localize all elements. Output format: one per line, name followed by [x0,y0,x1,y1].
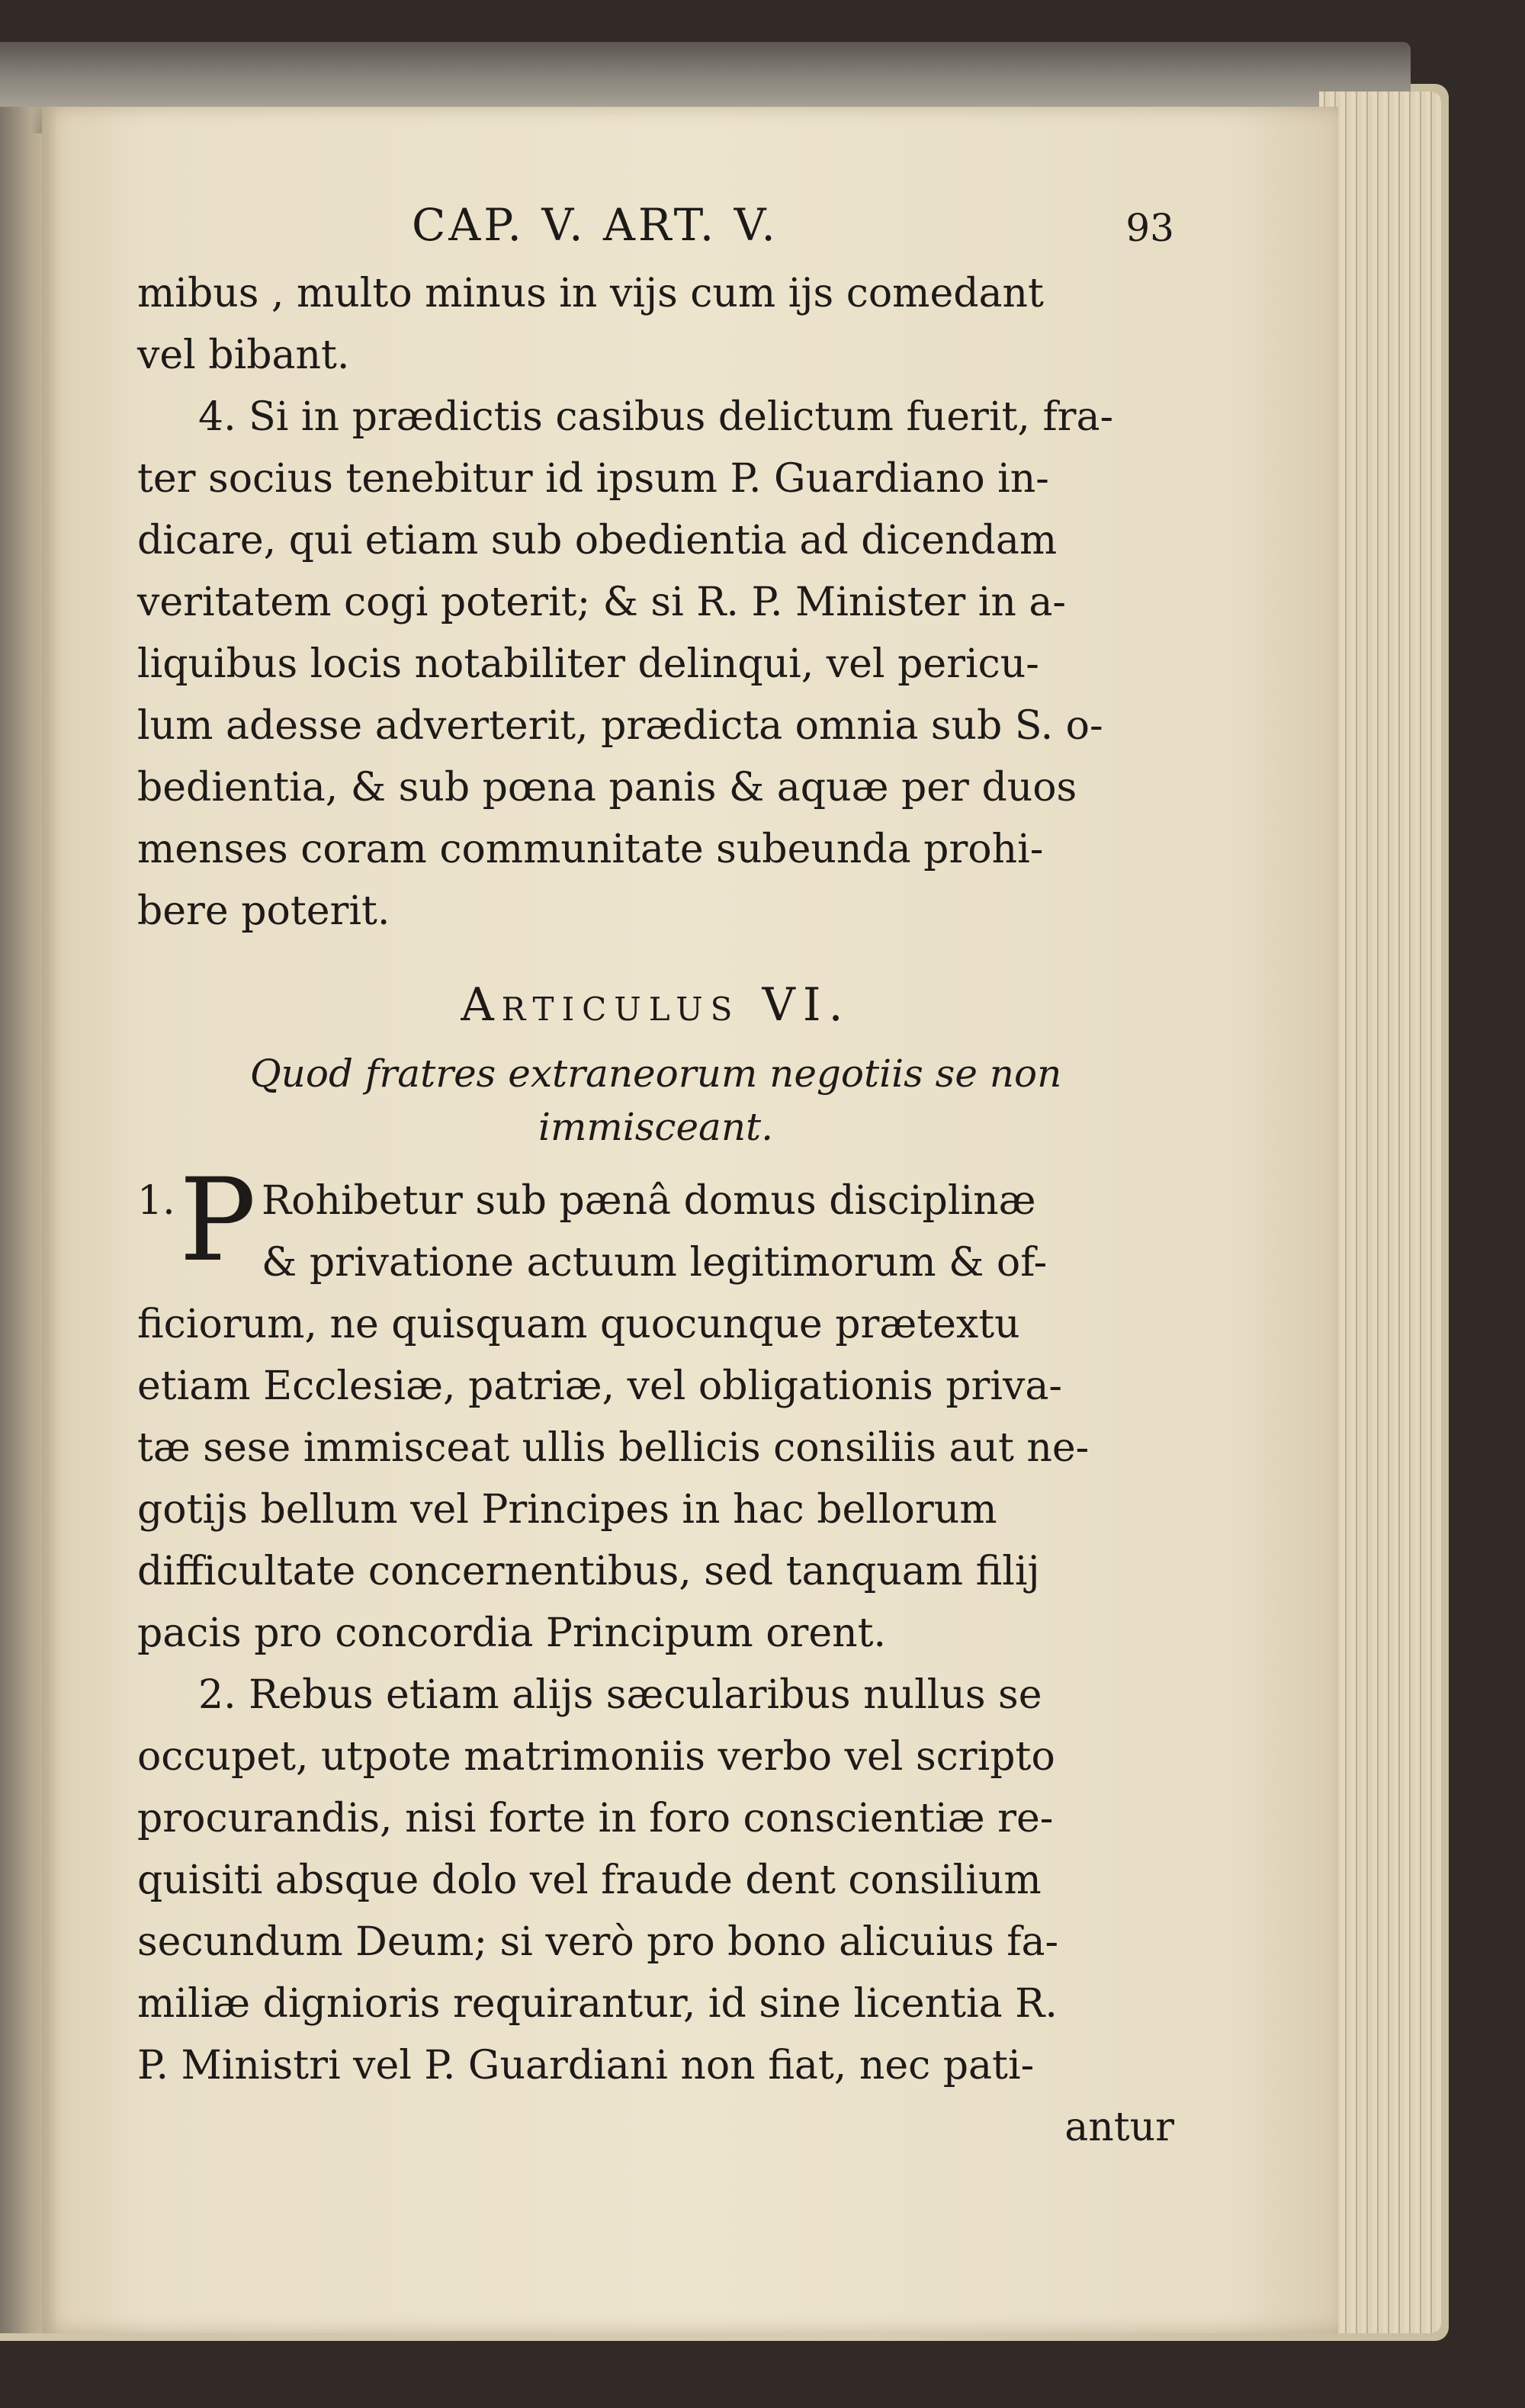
text-line: 2. Rebus etiam alijs sæcularibus nullus se [198,1672,1042,1718]
text-line: veritatem cogi poterit; & si R. P. Minister in a- [137,580,1066,625]
page-text [137,194,1174,2159]
text-line: ter socius tenebitur id ipsum P. Guardiano in- [137,456,1049,502]
text-line: gotijs bellum vel Principes in hac bellorum [137,1487,997,1533]
drop-cap: P [179,1154,256,1287]
text-line: ficiorum, ne quisquam quocunque prætextu [137,1302,1020,1347]
text-line: tæ sese immisceat ullis bellicis consiliis aut ne- [137,1425,1090,1471]
text-line: bere poterit. [137,888,390,934]
paragraph-opening [137,1154,1174,1294]
text-line: pacis pro concordia Principum orent. [137,1610,887,1656]
text-line: mibus , multo minus in vijs cum ijs comedant [137,271,1044,316]
text-line: occupet, utpote matrimoniis verbo vel scripto [137,1734,1055,1780]
catchword: antur [1064,2105,1174,2150]
article-subtitle-line: immisceant. [538,1105,774,1149]
drop-cap-lines [262,1170,1174,1294]
text-line: dicare, qui etiam sub obedientia ad dicendam [137,518,1058,563]
text-line: miliæ dignioris requirantur, id sine licentia R. [137,1981,1058,2027]
text-line: menses coram communitate subeunda prohi- [137,827,1044,872]
text-line: 4. Si in prædictis casibus delictum fuerit, fra- [198,394,1114,440]
binding-gutter [0,107,57,2333]
text-line: lum adesse adverterit, prædicta omnia sub S. o- [137,703,1103,749]
article-subtitle-line: Quod fratres extraneorum negotiis se non [249,1051,1062,1096]
page-header [137,194,1174,263]
text-line: & privatione actuum legitimorum & of- [262,1240,1048,1286]
text-line: bedientia, & sub pœna panis & aquæ per duos [137,765,1077,811]
paragraph-number: 1. [137,1178,175,1224]
text-line: procurandis, nisi forte in foro conscientiæ re- [137,1796,1054,1841]
text-line: Rohibetur sub pænâ domus disciplinæ [262,1178,1036,1224]
text-line: etiam Ecclesiæ, patriæ, vel obligationis priva- [137,1363,1062,1409]
page-number: 93 [1125,206,1174,250]
text-line: quisiti absque dolo vel fraude dent consilium [137,1857,1042,1903]
text-line: difficultate concernentibus, sed tanquam filij [137,1549,1040,1594]
article-heading: Articulus VI. [461,978,851,1032]
text-line: P. Ministri vel P. Guardiani non fiat, nec pati- [137,2043,1035,2089]
text-line: vel bibant. [137,332,350,378]
text-line: secundum Deum; si verò pro bono alicuius fa- [137,1919,1059,1965]
text-line: liquibus locis notabiliter delinqui, vel pericu- [137,641,1039,687]
running-head: CAP. V. ART. V. [412,199,779,251]
